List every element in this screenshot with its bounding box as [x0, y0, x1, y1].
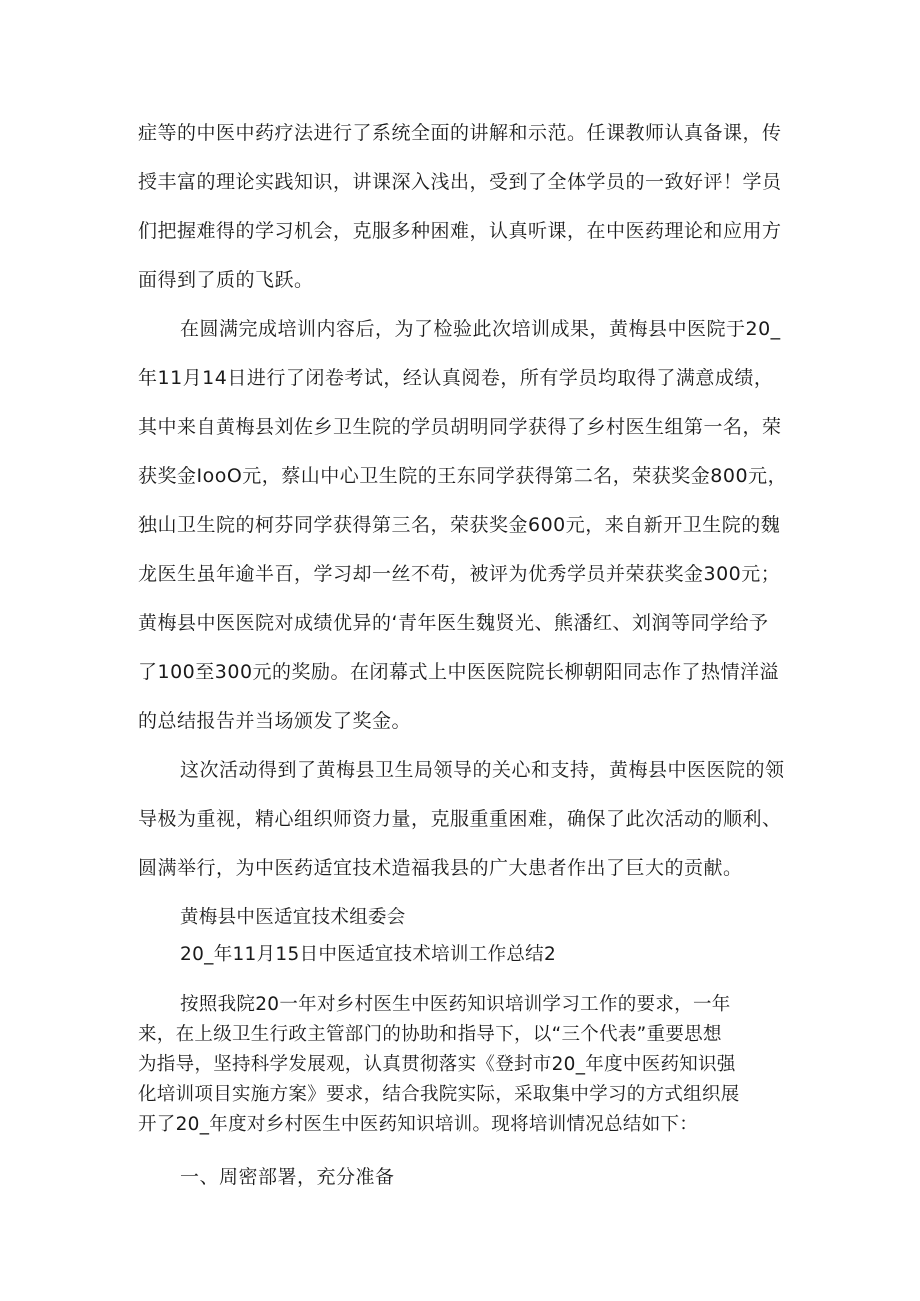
- paragraph-line: 龙医生虽年逾半百，学习却一丝不苟，被评为优秀学员并荣获奖金300元；: [138, 563, 781, 585]
- paragraph-line: 面得到了质的飞跃。: [138, 269, 314, 291]
- paragraph-line: 年11月14日进行了闭卷考试，经认真阅卷，所有学员均取得了满意成绩，: [138, 367, 774, 389]
- paragraph-line: 化培训项目实施方案》要求，结合我院实际，采取集中学习的方式组织展: [138, 1084, 740, 1105]
- paragraph-line: 们把握难得的学习机会，克服多种困难，认真听课，在中医药理论和应用方: [138, 220, 782, 242]
- paragraph-line: 的总结报告并当场颁发了奖金。: [138, 710, 412, 732]
- signature: 黄梅县中医适宜技术组委会: [180, 907, 406, 928]
- paragraph-line: 导极为重视，精心组织师资力量，克服重重困难，确保了此次活动的顺利、: [138, 808, 782, 830]
- paragraph-line: 为指导，坚持科学发展观，认真贯彻落实《登封市20_年度中医药知识强: [138, 1054, 736, 1075]
- section-title: 20_年11月15日中医适宜技术培训工作总结2: [180, 944, 557, 965]
- paragraph-line: 授丰富的理论实践知识，讲课深入浅出，受到了全体学员的一致好评！学员: [138, 171, 782, 193]
- paragraph-line: 其中来自黄梅县刘佐乡卫生院的学员胡明同学获得了乡村医生组第一名，荣: [138, 416, 782, 438]
- paragraph-line: 独山卫生院的柯芬同学获得第三名，荣获奖金600元，来自新开卫生院的魏: [138, 514, 781, 536]
- paragraph-line: 按照我院20一年对乡村医生中医药知识培训学习工作的要求，一年: [180, 994, 731, 1015]
- paragraph-line: 黄梅县中医医院对成绩优异的‘青年医生魏贤光、熊潘红、刘润等同学给予: [138, 612, 769, 634]
- paragraph-line: 这次活动得到了黄梅县卫生局领导的关心和支持，黄梅县中医医院的领: [180, 759, 785, 781]
- paragraph-line: 来，在上级卫生行政主管部门的协助和指导下，以“三个代表”重要思想: [138, 1024, 722, 1045]
- paragraph-line: 了100至300元的奖励。在闭幕式上中医医院院长柳朝阳同志作了热情洋溢: [138, 661, 780, 683]
- section-heading: 一、周密部署，充分准备: [180, 1166, 395, 1188]
- paragraph-line: 开了20_年度对乡村医生中医药知识培训。现将培训情况总结如下：: [138, 1114, 699, 1135]
- paragraph-line: 症等的中医中药疗法进行了系统全面的讲解和示范。任课教师认真备课，传: [138, 122, 782, 144]
- paragraph-line: 在圆满完成培训内容后，为了检验此次培训成果，黄梅县中医院于20_: [180, 318, 781, 340]
- paragraph-line: 圆满举行，为中医药适宜技术造福我县的广大患者作出了巨大的贡献。: [138, 857, 743, 879]
- paragraph-line: 获奖金IooO元，蔡山中心卫生院的王东同学获得第二名，荣获奖金800元，: [138, 465, 788, 487]
